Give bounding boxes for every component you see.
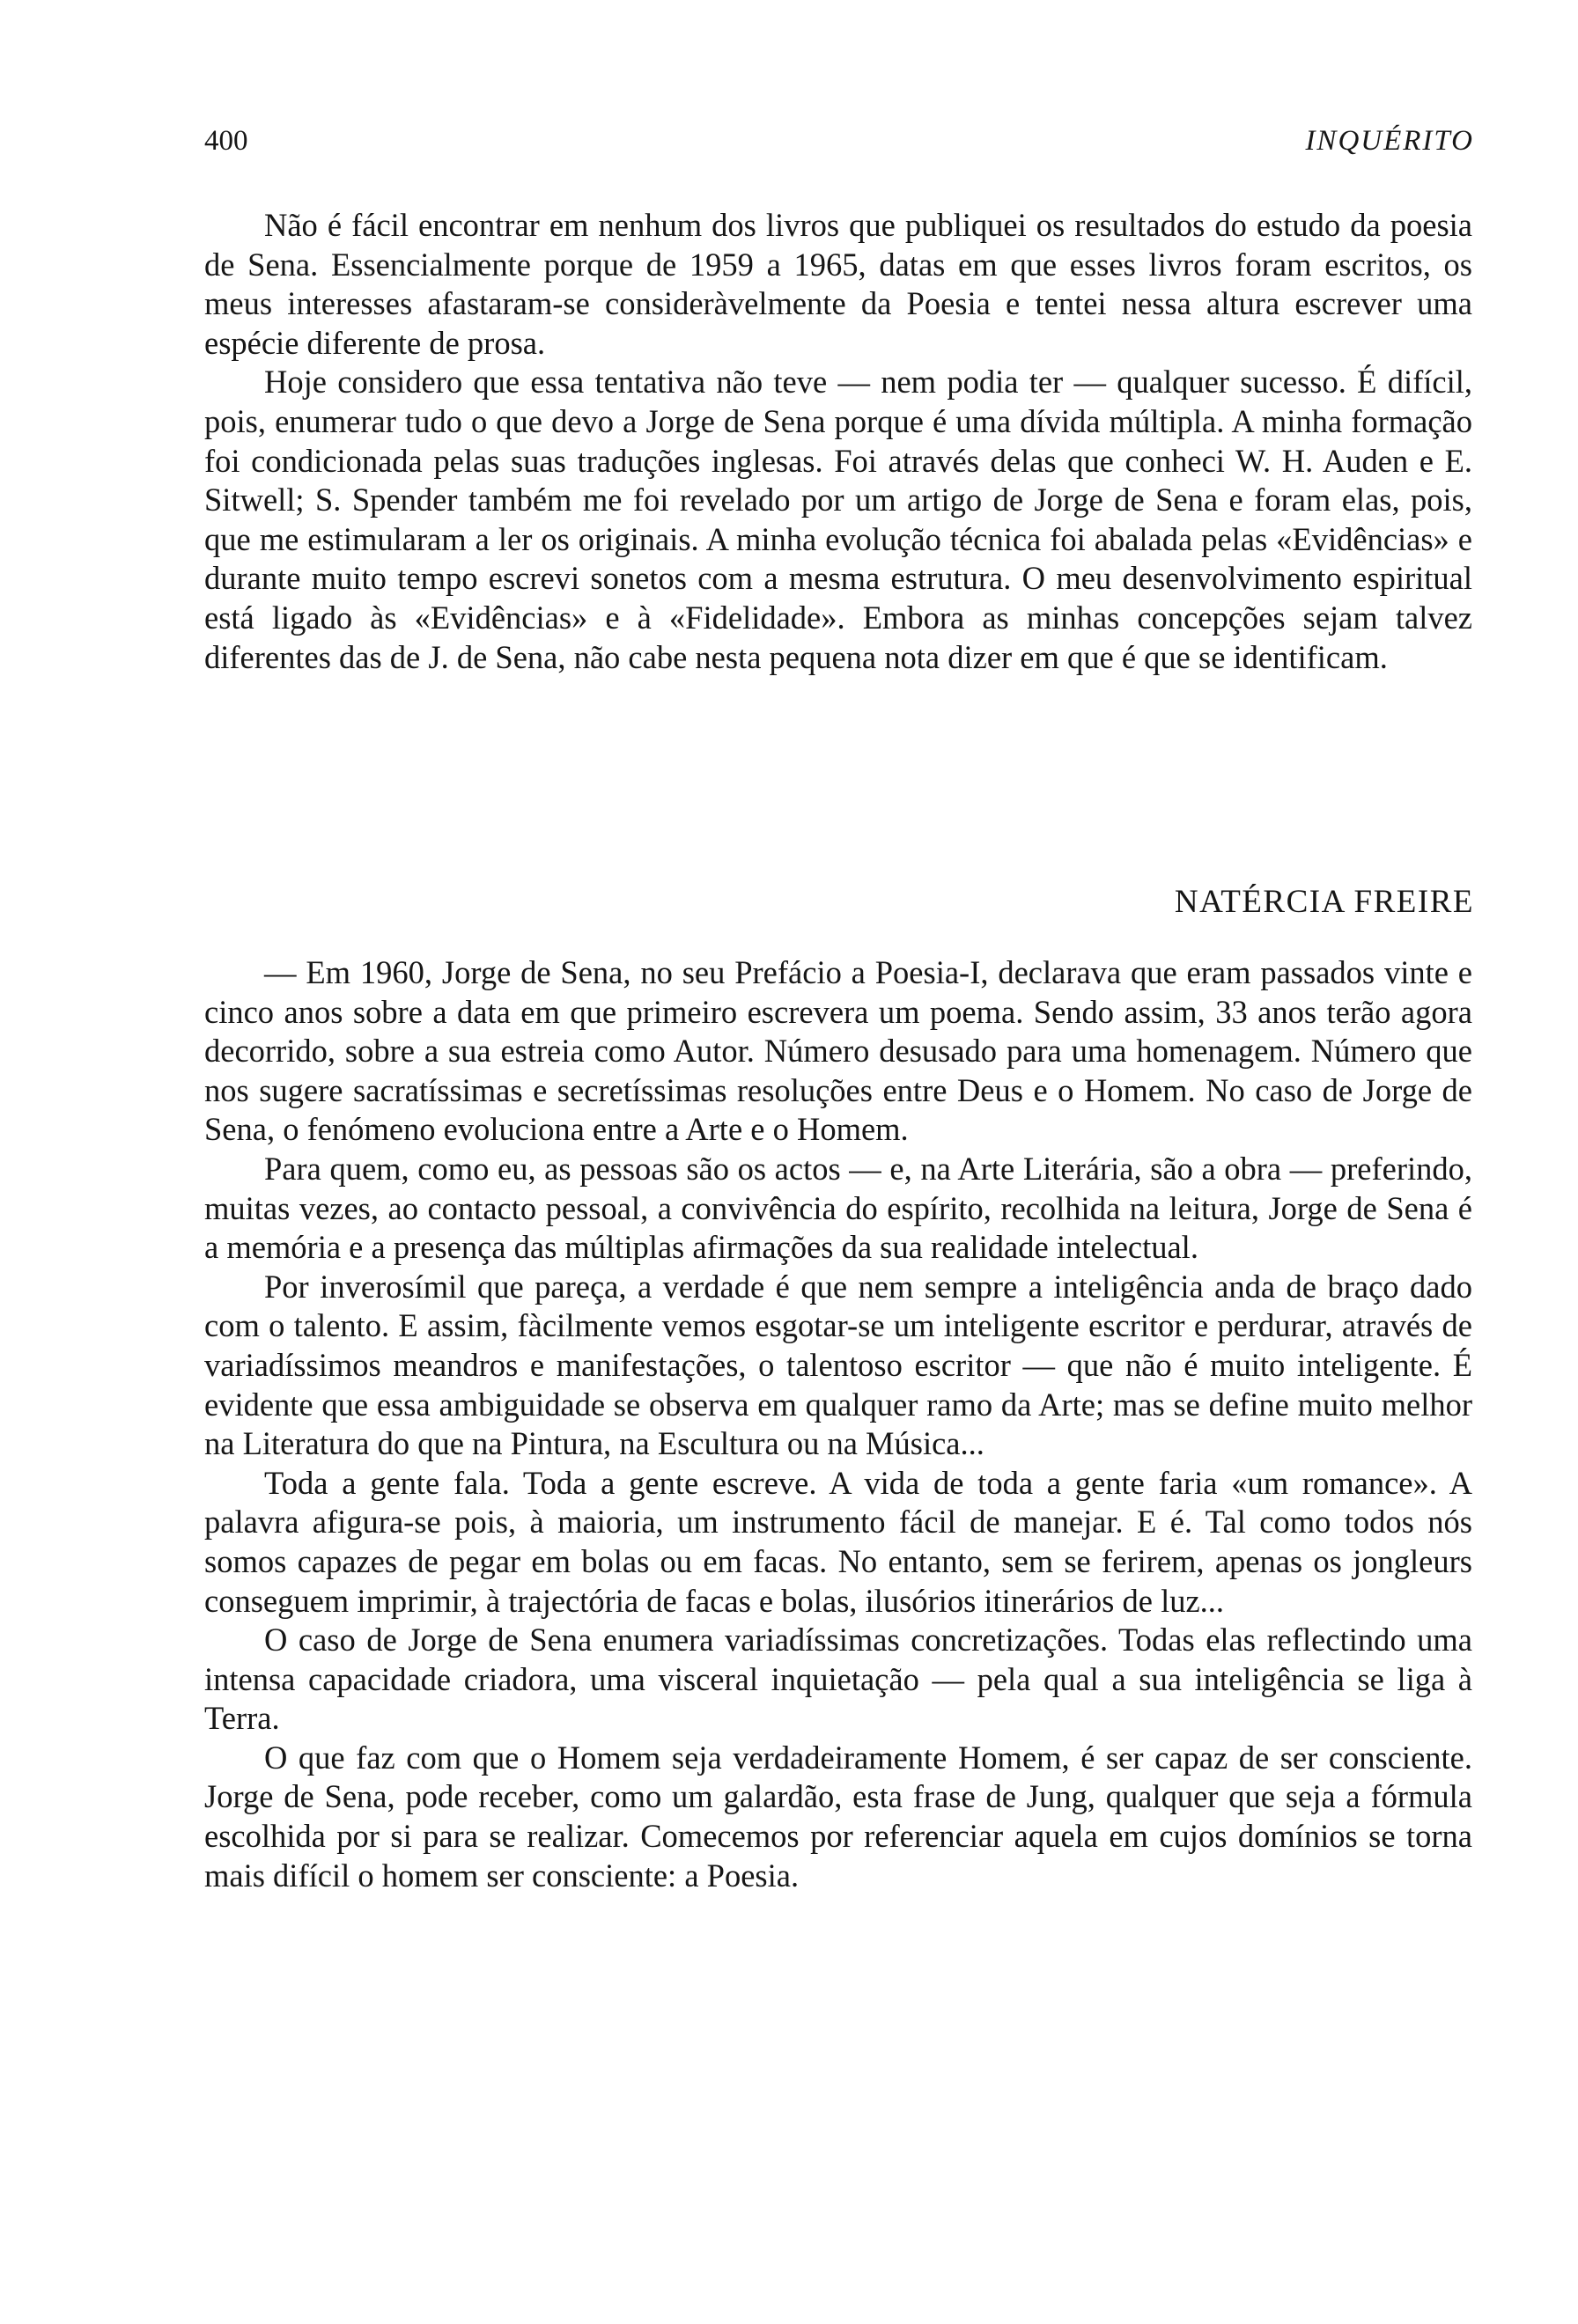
section-natercia-freire (204, 953, 1472, 1895)
paragraph: — Em 1960, Jorge de Sena, no seu Prefácio a Poesia-I, declarava que eram passados vinte e cinco anos sobre a data em que primeiro escrevera um poema. Sendo assim, 33 anos terão agora decorrido, sobre a sua estreia como Autor. Número desusado para uma homenagem. Número que nos sugere sacratíssimas e secretíssimas resoluções entre Deus e o Homem. No caso de Jorge de Sena, o fenómeno evoluciona entre a Arte e o Homem. (204, 954, 1472, 1148)
section-previous-contribution (204, 206, 1472, 677)
author-heading: NATÉRCIA FREIRE (1174, 884, 1474, 920)
paragraph: Toda a gente fala. Toda a gente escreve. A vida de toda a gente faria «um romance». A palavra afigura-se pois, à maioria, um instrumento fácil de manejar. E é. Tal como todos nós somos capazes de pegar em bolas ou em facas. No entanto, sem se ferirem, apenas os jongleurs conseguem imprimir, à trajectória de facas e bolas, ilusórios itinerários de luz... (204, 1464, 1472, 1619)
page-number: 400 (204, 125, 248, 157)
paragraph: Hoje considero que essa tentativa não teve — nem podia ter — qualquer sucesso. É difícil, pois, enumerar tudo o que devo a Jorge de Sena porque é uma dívida múltipla. A minha formação foi condicionada pelas suas traduções inglesas. Foi através delas que conheci W. H. Auden e E. Sitwell; S. Spender também me foi revelado por um artigo de Jorge de Sena e foram elas, pois, que me estimularam a ler os originais. A minha evolução técnica foi abalada pelas «Evidências» e durante muito tempo escrevi sonetos com a mesma estrutura. O meu desenvolvimento espiritual está ligado às «Evidências» e à «Fidelidade». Embora as minhas concepções sejam talvez diferentes das de J. de Sena, não cabe nesta pequena nota dizer em que é que se identificam. (204, 364, 1472, 675)
running-title: INQUÉRITO (1305, 125, 1474, 157)
paragraph: Não é fácil encontrar em nenhum dos livros que publiquei os resultados do estudo da poesia de Sena. Essencialmente porque de 1959 a 1965, datas em que esses livros foram escritos, os meus interesses afastaram-se consideràvelmente da Poesia e tentei nessa altura escrever uma espécie diferente de prosa. (204, 207, 1472, 361)
paragraph: Por inverosímil que pareça, a verdade é que nem sempre a inteligência anda de braço dado com o talento. E assim, fàcilmente vemos esgotar-se um inteligente escritor e perdurar, através de variadíssimos meandros e manifestações, o talentoso escritor — que não é muito inteligente. É evidente que essa ambiguidade se observa em qualquer ramo da Arte; mas se define muito melhor na Literatura do que na Pintura, na Escultura ou na Música... (204, 1268, 1472, 1462)
paragraph: O caso de Jorge de Sena enumera variadíssimas concretizações. Todas elas reflectindo uma intensa capacidade criadora, uma visceral inquietação — pela qual a sua inteligência se liga à Terra. (204, 1622, 1472, 1737)
paragraph: Para quem, como eu, as pessoas são os actos — e, na Arte Literária, são a obra — preferindo, muitas vezes, ao contacto pessoal, a convivência do espírito, recolhida na leitura, Jorge de Sena é a memória e a presença das múltiplas afirmações da sua realidade intelectual. (204, 1150, 1472, 1266)
paragraph: O que faz com que o Homem seja verdadeiramente Homem, é ser capaz de ser consciente. Jorge de Sena, pode receber, como um galardão, esta frase de Jung, qualquer que seja a fórmula escolhida por si para se realizar. Comecemos por referenciar aquela em cujos domínios se torna mais difícil o homem ser consciente: a Poesia. (204, 1739, 1472, 1894)
